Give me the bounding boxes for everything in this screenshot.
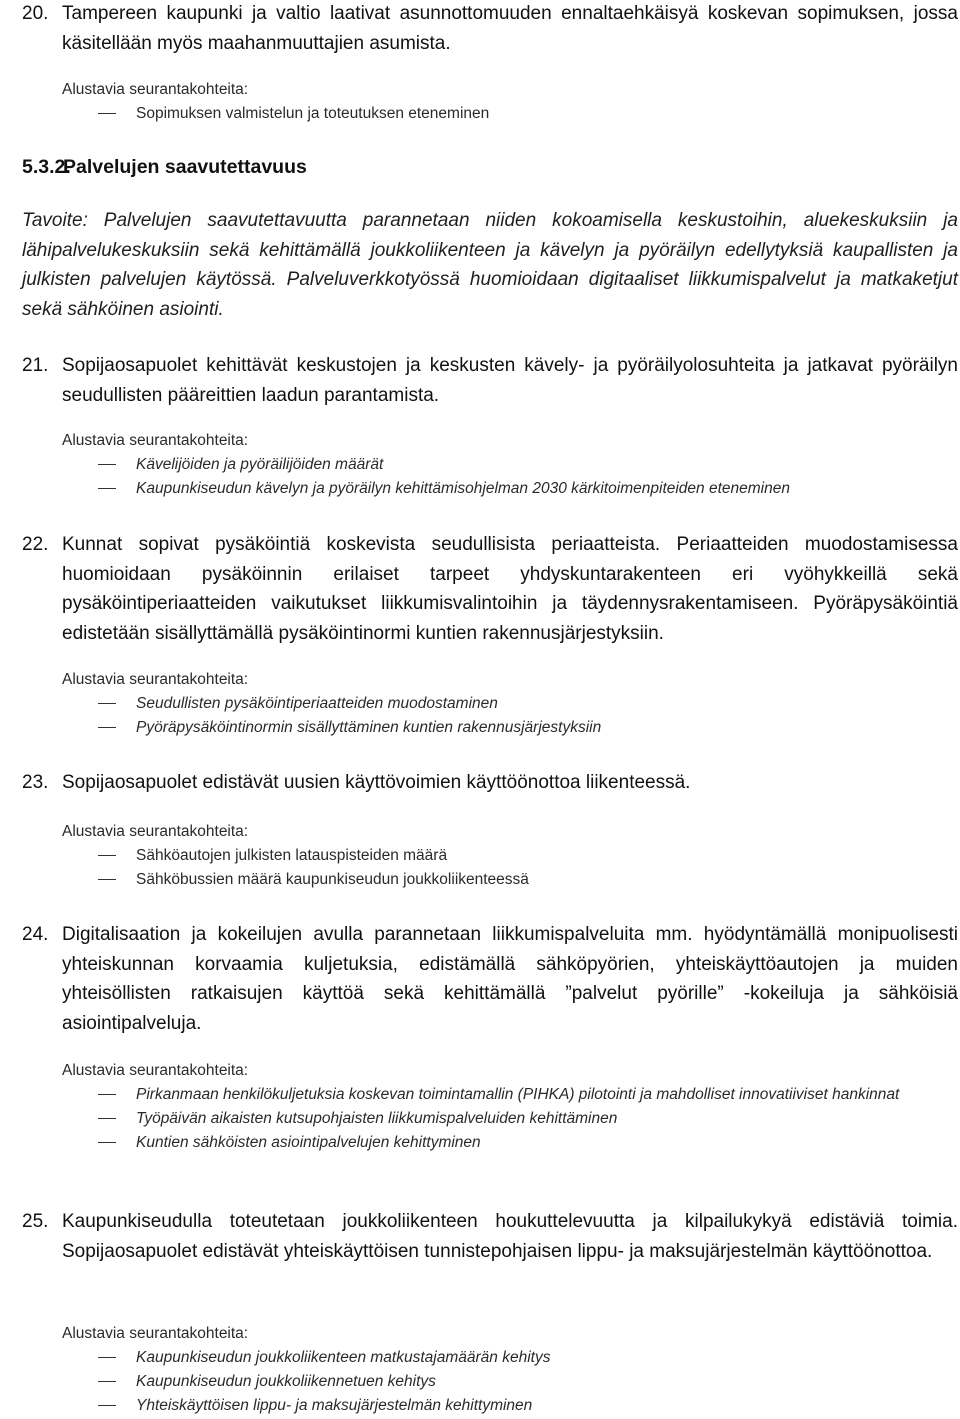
dash-bullet xyxy=(98,1094,116,1095)
dash-bullet xyxy=(98,1381,116,1382)
list-item xyxy=(22,692,958,716)
item-text: Kunnat sopivat pysäköintiä koskevista seudullisista periaatteista. Periaatteiden muodostamisessa huomioidaan pysäköinnin erilaiset tarpeet yhdyskuntarakenteen eri vyöhykkeillä sekä pysäköintiperiaatteiden vaikutukset liikkumisvalintoihin ja täydennysrakentamiseen. Pyöräpysäköintiä edistetään sisällyttämällä pysäköintinormi kuntien rakennusjärjestyksiin. xyxy=(62,534,958,644)
list-item xyxy=(22,1083,958,1107)
dash-bullet xyxy=(98,488,116,489)
dash-bullet xyxy=(98,1142,116,1143)
dash-bullet xyxy=(98,703,116,704)
list-item-text: Työpäivän aikaisten kutsupohjaisten liikkumispalveluiden kehittäminen xyxy=(136,1110,618,1127)
section-heading xyxy=(22,153,958,182)
list-item-text: Kävelijöiden ja pyöräilijöiden määrät xyxy=(136,456,384,473)
dash-bullet xyxy=(98,879,116,880)
item-text: Kaupunkiseudulla toteutetaan joukkoliikenteen houkuttelevuutta ja kilpailukykyä edistäviä toimia. Sopijaosapuolet edistävät yhteiskäyttöisen tunnistepohjaisen lippu- ja maksujärjestelmän käyttöönottoa. xyxy=(62,1211,958,1262)
section-number: 5.3.2. xyxy=(22,156,71,178)
indicator-block xyxy=(22,820,958,892)
item-text: Sopijaosapuolet kehittävät keskustojen ja keskusten kävely- ja pyöräilyolosuhteita ja jatkavat pyöräilyn seudullisten pääreittien laadun parantamista. xyxy=(62,355,958,406)
list-item xyxy=(22,1370,958,1394)
list-item-text: Seudullisten pysäköintiperiaatteiden muodostaminen xyxy=(136,695,498,712)
indicator-heading: Alustavia seurantakohteita: xyxy=(62,1325,249,1342)
list-item-text: Kuntien sähköisten asiointipalvelujen kehittyminen xyxy=(136,1134,481,1151)
list-item-text: Pyöräpysäköintinormin sisällyttäminen kuntien rakennusjärjestyksiin xyxy=(136,719,602,736)
list-item xyxy=(22,1131,958,1155)
numbered-paragraph xyxy=(22,0,958,58)
indicator-list xyxy=(22,692,958,740)
dash-bullet xyxy=(98,727,116,728)
item-number: 25. xyxy=(22,1211,49,1232)
indicator-heading: Alustavia seurantakohteita: xyxy=(62,1062,249,1079)
list-item xyxy=(22,1346,958,1370)
dash-bullet xyxy=(98,855,116,856)
indicator-heading: Alustavia seurantakohteita: xyxy=(62,823,249,840)
section-title: Palvelujen saavutettavuus xyxy=(63,156,307,178)
numbered-paragraph xyxy=(22,530,958,648)
indicator-block xyxy=(22,78,958,126)
numbered-paragraph xyxy=(22,1207,958,1266)
indicator-heading: Alustavia seurantakohteita: xyxy=(62,81,249,98)
list-item xyxy=(22,868,958,892)
indicator-block xyxy=(22,1059,958,1155)
list-item xyxy=(22,453,958,477)
list-item-text: Yhteiskäyttöisen lippu- ja maksujärjestelmän kehittyminen xyxy=(136,1397,533,1414)
list-item-text: Kaupunkiseudun joukkoliikenteen matkustajamäärän kehitys xyxy=(136,1349,551,1366)
item-text: Sopijaosapuolet edistävät uusien käyttövoimien käyttöönottoa liikenteessä. xyxy=(62,772,691,793)
item-text: Tampereen kaupunki ja valtio laativat asunnottomuuden ennaltaehkäisyä koskevan sopimuksen, jossa käsitellään myös maahanmuuttajien asumista. xyxy=(62,3,958,54)
list-item-text: Sähköbussien määrä kaupunkiseudun joukkoliikenteessä xyxy=(136,871,529,888)
list-item xyxy=(22,1394,958,1418)
list-item-text: Kaupunkiseudun kävelyn ja pyöräilyn kehittämisohjelman 2030 kärkitoimenpiteiden eteneminen xyxy=(136,480,790,497)
goal-paragraph: Tavoite: Palvelujen saavutettavuutta parannetaan niiden kokoamisella keskustoihin, aluekeskuksiin ja lähipalvelukeskuksiin sekä kehittämällä joukkoliikenteen ja kävelyn ja pyöräilyn edellytyksiä kaupallisten ja julkisten palvelujen käytössä. Palveluverkkotyössä huomioidaan digitaaliset liikkumispalvelut ja matkaketjut sekä sähköinen asiointi. xyxy=(22,210,958,320)
numbered-paragraph xyxy=(22,768,958,798)
indicator-list xyxy=(22,453,958,501)
item-number: 21. xyxy=(22,355,49,376)
item-number: 24. xyxy=(22,924,49,945)
list-item xyxy=(22,716,958,740)
list-item-text: Pirkanmaan henkilökuljetuksia koskevan toimintamallin (PIHKA) pilotointi ja mahdolliset innovatiiviset hankinnat xyxy=(136,1086,900,1103)
dash-bullet xyxy=(98,1357,116,1358)
list-item-text: Kaupunkiseudun joukkoliikennetuen kehitys xyxy=(136,1373,436,1390)
list-item xyxy=(22,1107,958,1131)
dash-bullet xyxy=(98,464,116,465)
list-item-text: Sähköautojen julkisten latauspisteiden määrä xyxy=(136,847,448,864)
dash-bullet xyxy=(98,1118,116,1119)
item-number: 22. xyxy=(22,534,49,555)
list-item xyxy=(22,844,958,868)
indicator-block xyxy=(22,668,958,740)
list-item-text: Sopimuksen valmistelun ja toteutuksen eteneminen xyxy=(136,105,490,122)
indicator-list xyxy=(22,102,958,126)
item-number: 23. xyxy=(22,772,49,793)
numbered-paragraph xyxy=(22,351,958,410)
indicator-list xyxy=(22,1083,958,1155)
numbered-paragraph xyxy=(22,920,958,1038)
list-item xyxy=(22,477,958,501)
indicator-list xyxy=(22,844,958,892)
dash-bullet xyxy=(98,113,116,114)
indicator-block xyxy=(22,429,958,501)
list-item xyxy=(22,102,958,126)
indicator-list xyxy=(22,1346,958,1418)
indicator-heading: Alustavia seurantakohteita: xyxy=(62,671,249,688)
indicator-heading: Alustavia seurantakohteita: xyxy=(62,432,249,449)
item-text: Digitalisaation ja kokeilujen avulla parannetaan liikkumispalveluita mm. hyödyntämällä monipuolisesti yhteiskunnan korvaamia kuljetuksia, edistämällä sähköpyörien, yhteiskäyttöautojen ja muiden yhteisöllisten ratkaisujen käyttöä sekä kehittämällä ”palvelut pyörille” -kokeiluja ja sähköisiä asiointipalveluja. xyxy=(62,924,958,1034)
item-number: 20. xyxy=(22,3,49,24)
dash-bullet xyxy=(98,1405,116,1406)
indicator-block xyxy=(22,1322,958,1418)
